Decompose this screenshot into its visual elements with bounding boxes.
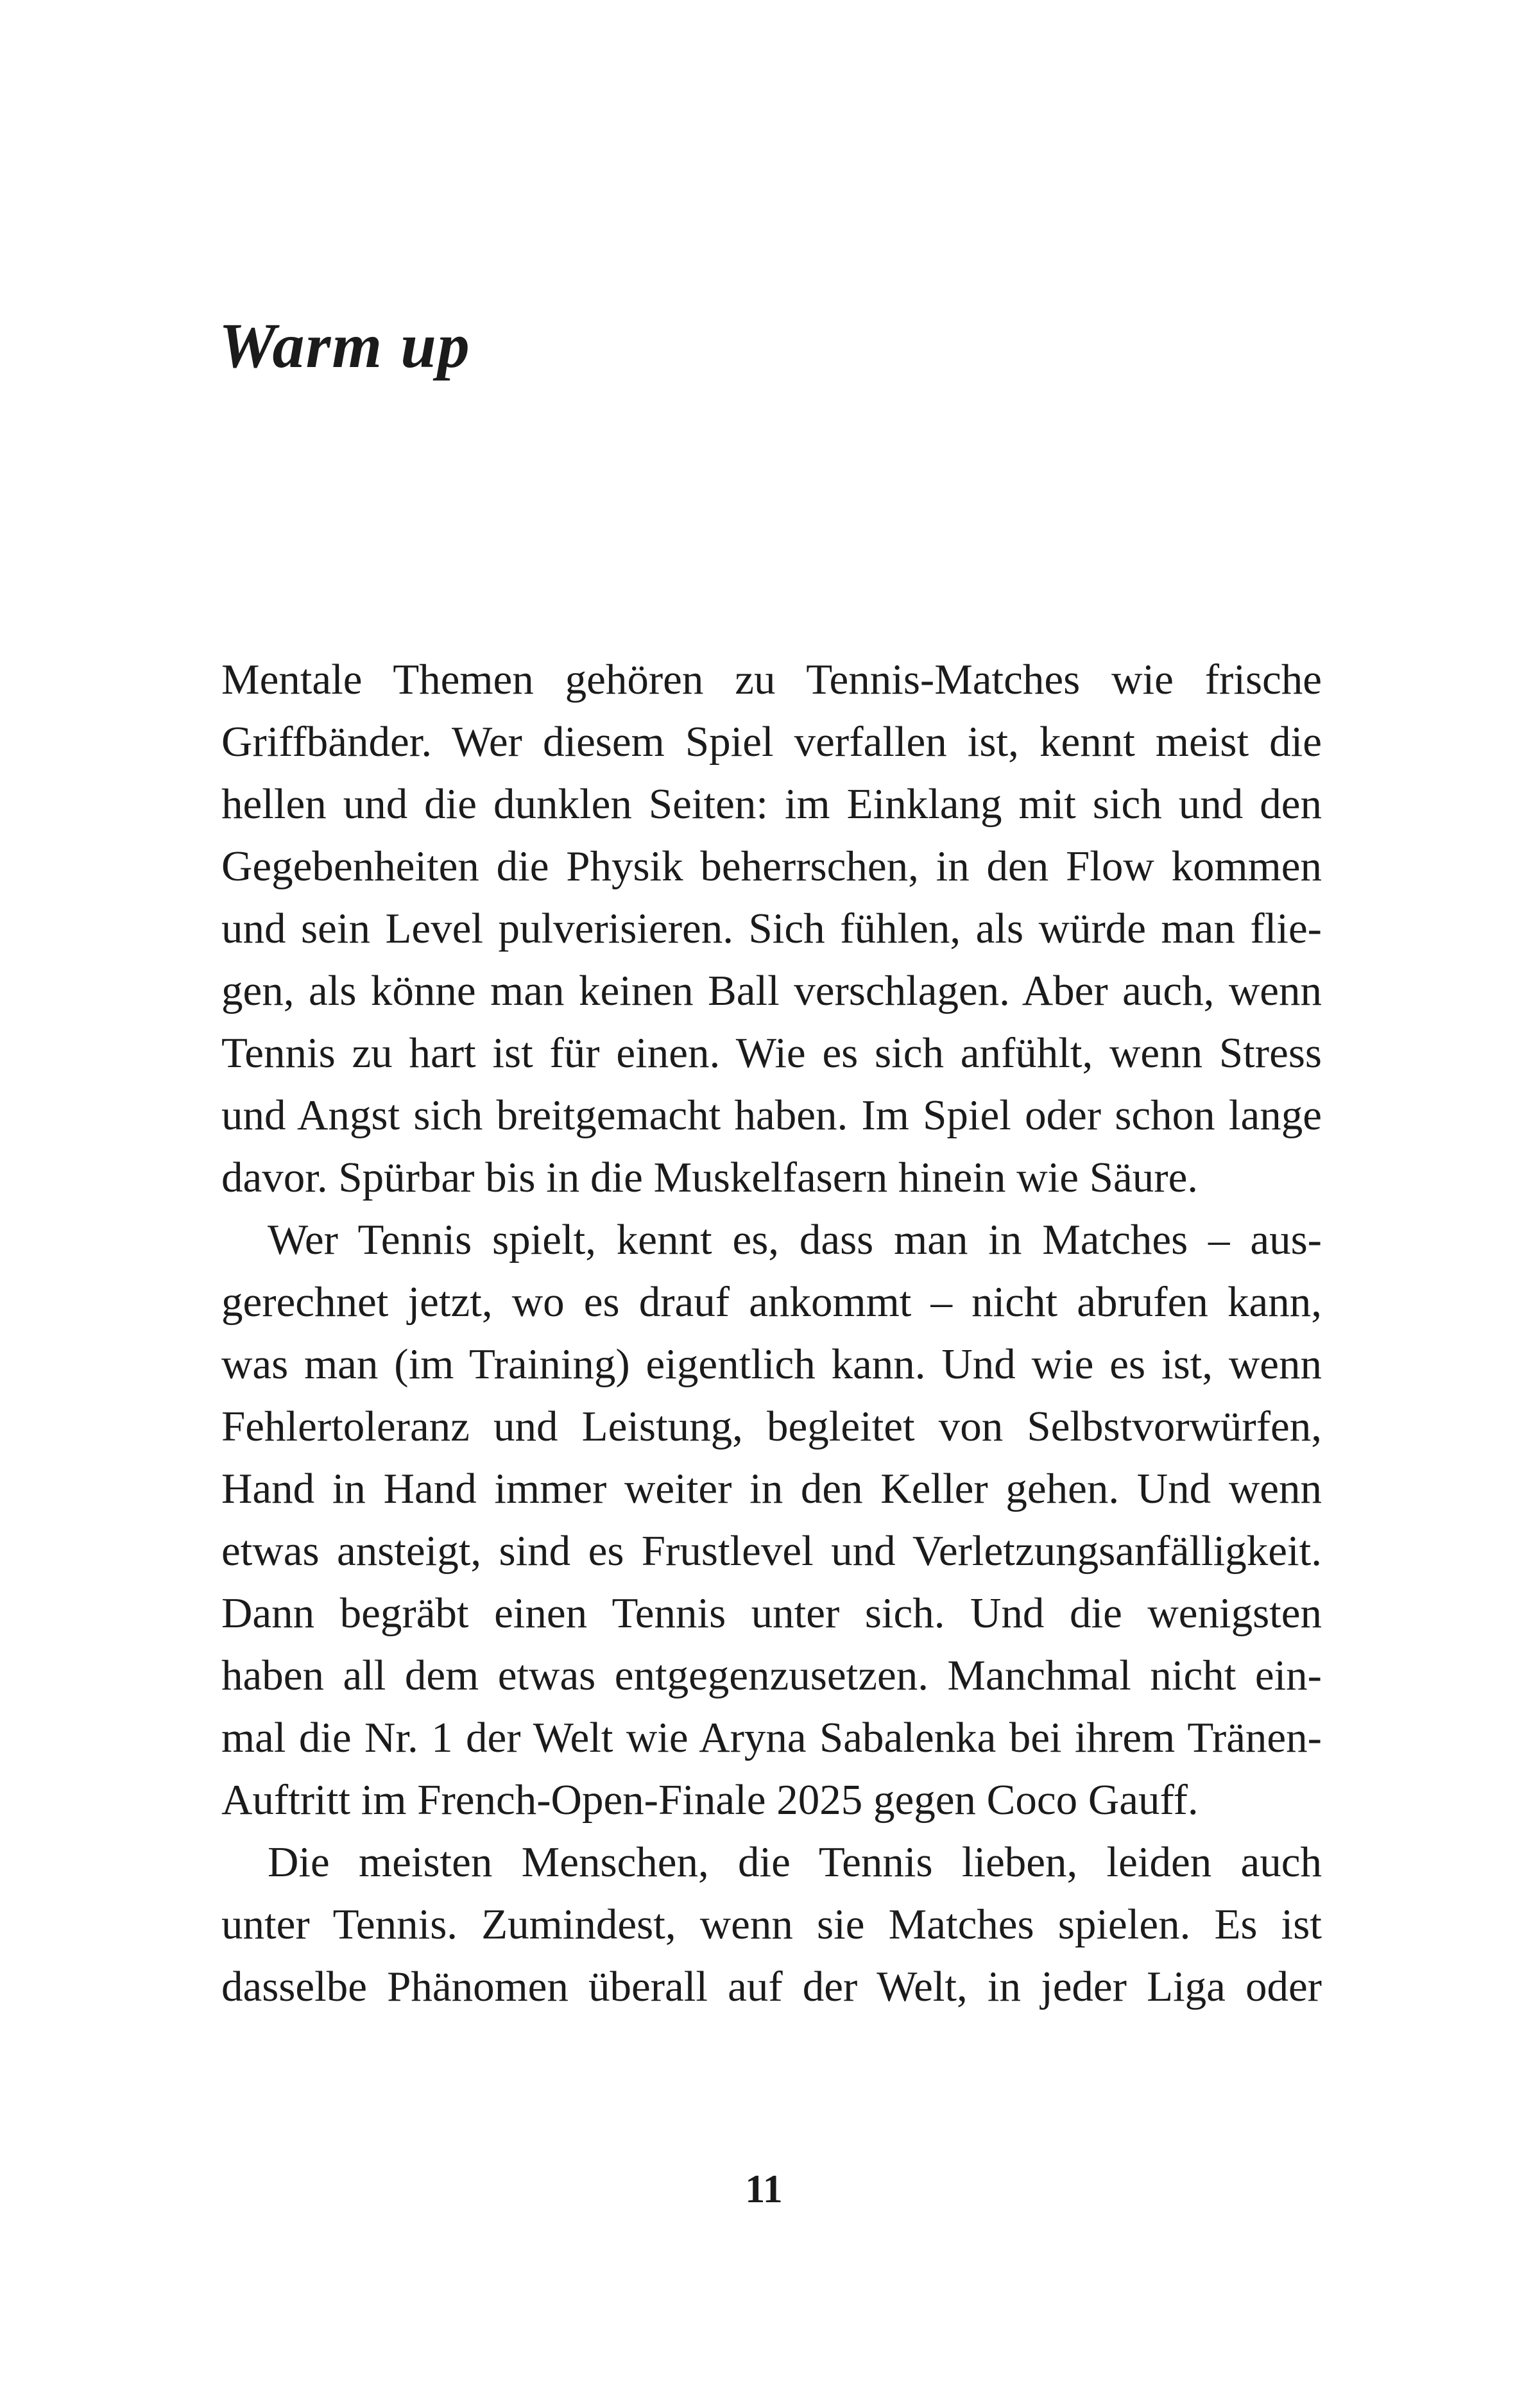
- text-line: Gegebenheiten die Physik beherrschen, in den Flow kommen: [221, 843, 1322, 890]
- text-line: dasselbe Phänomen überall auf der Welt, in jeder Liga oder: [221, 1963, 1322, 2010]
- text-line: was man (im Training) eigentlich kann. Und wie es ist, wenn: [221, 1340, 1322, 1388]
- text-line: Tennis zu hart ist für einen. Wie es sich anfühlt, wenn Stress: [221, 1029, 1322, 1077]
- body-text-block: [221, 649, 1322, 2018]
- text-line: davor. Spürbar bis in die Muskelfasern hinein wie Säure.: [221, 1154, 1199, 1201]
- text-line: und sein Level pulverisieren. Sich fühlen, als würde man flie-: [221, 905, 1322, 952]
- text-line: Mentale Themen gehören zu Tennis-Matches wie frische: [221, 656, 1322, 703]
- text-line: mal die Nr. 1 der Welt wie Aryna Sabalenka bei ihrem Tränen-: [221, 1714, 1322, 1761]
- text-line: Die meisten Menschen, die Tennis lieben, leiden auch: [268, 1838, 1322, 1886]
- text-line: Hand in Hand immer weiter in den Keller gehen. Und wenn: [221, 1465, 1322, 1512]
- text-line: Auftritt im French-Open-Finale 2025 gegen Coco Gauff.: [221, 1776, 1199, 1824]
- text-line: unter Tennis. Zumindest, wenn sie Matches spielen. Es ist: [221, 1901, 1322, 1948]
- text-line: gerechnet jetzt, wo es drauf ankommt – nicht abrufen kann,: [221, 1278, 1322, 1326]
- text-line: Fehlertoleranz und Leistung, begleitet von Selbstvorwürfen,: [221, 1403, 1322, 1450]
- text-line: etwas ansteigt, sind es Frustlevel und Verletzungsanfälligkeit.: [221, 1527, 1322, 1575]
- text-line: Wer Tennis spielt, kennt es, dass man in Matches – aus-: [268, 1216, 1322, 1263]
- page-number: 11: [745, 2168, 783, 2211]
- chapter-heading: Warm up: [219, 310, 471, 381]
- text-line: gen, als könne man keinen Ball verschlagen. Aber auch, wenn: [221, 967, 1322, 1014]
- text-line: und Angst sich breitgemacht haben. Im Spiel oder schon lange: [221, 1091, 1322, 1139]
- text-line: haben all dem etwas entgegenzusetzen. Manchmal nicht ein-: [221, 1652, 1322, 1699]
- text-line: Dann begräbt einen Tennis unter sich. Und die wenigsten: [221, 1589, 1322, 1637]
- text-line: hellen und die dunklen Seiten: im Einklang mit sich und den: [221, 780, 1322, 828]
- text-line: Griffbänder. Wer diesem Spiel verfallen ist, kennt meist die: [221, 718, 1322, 766]
